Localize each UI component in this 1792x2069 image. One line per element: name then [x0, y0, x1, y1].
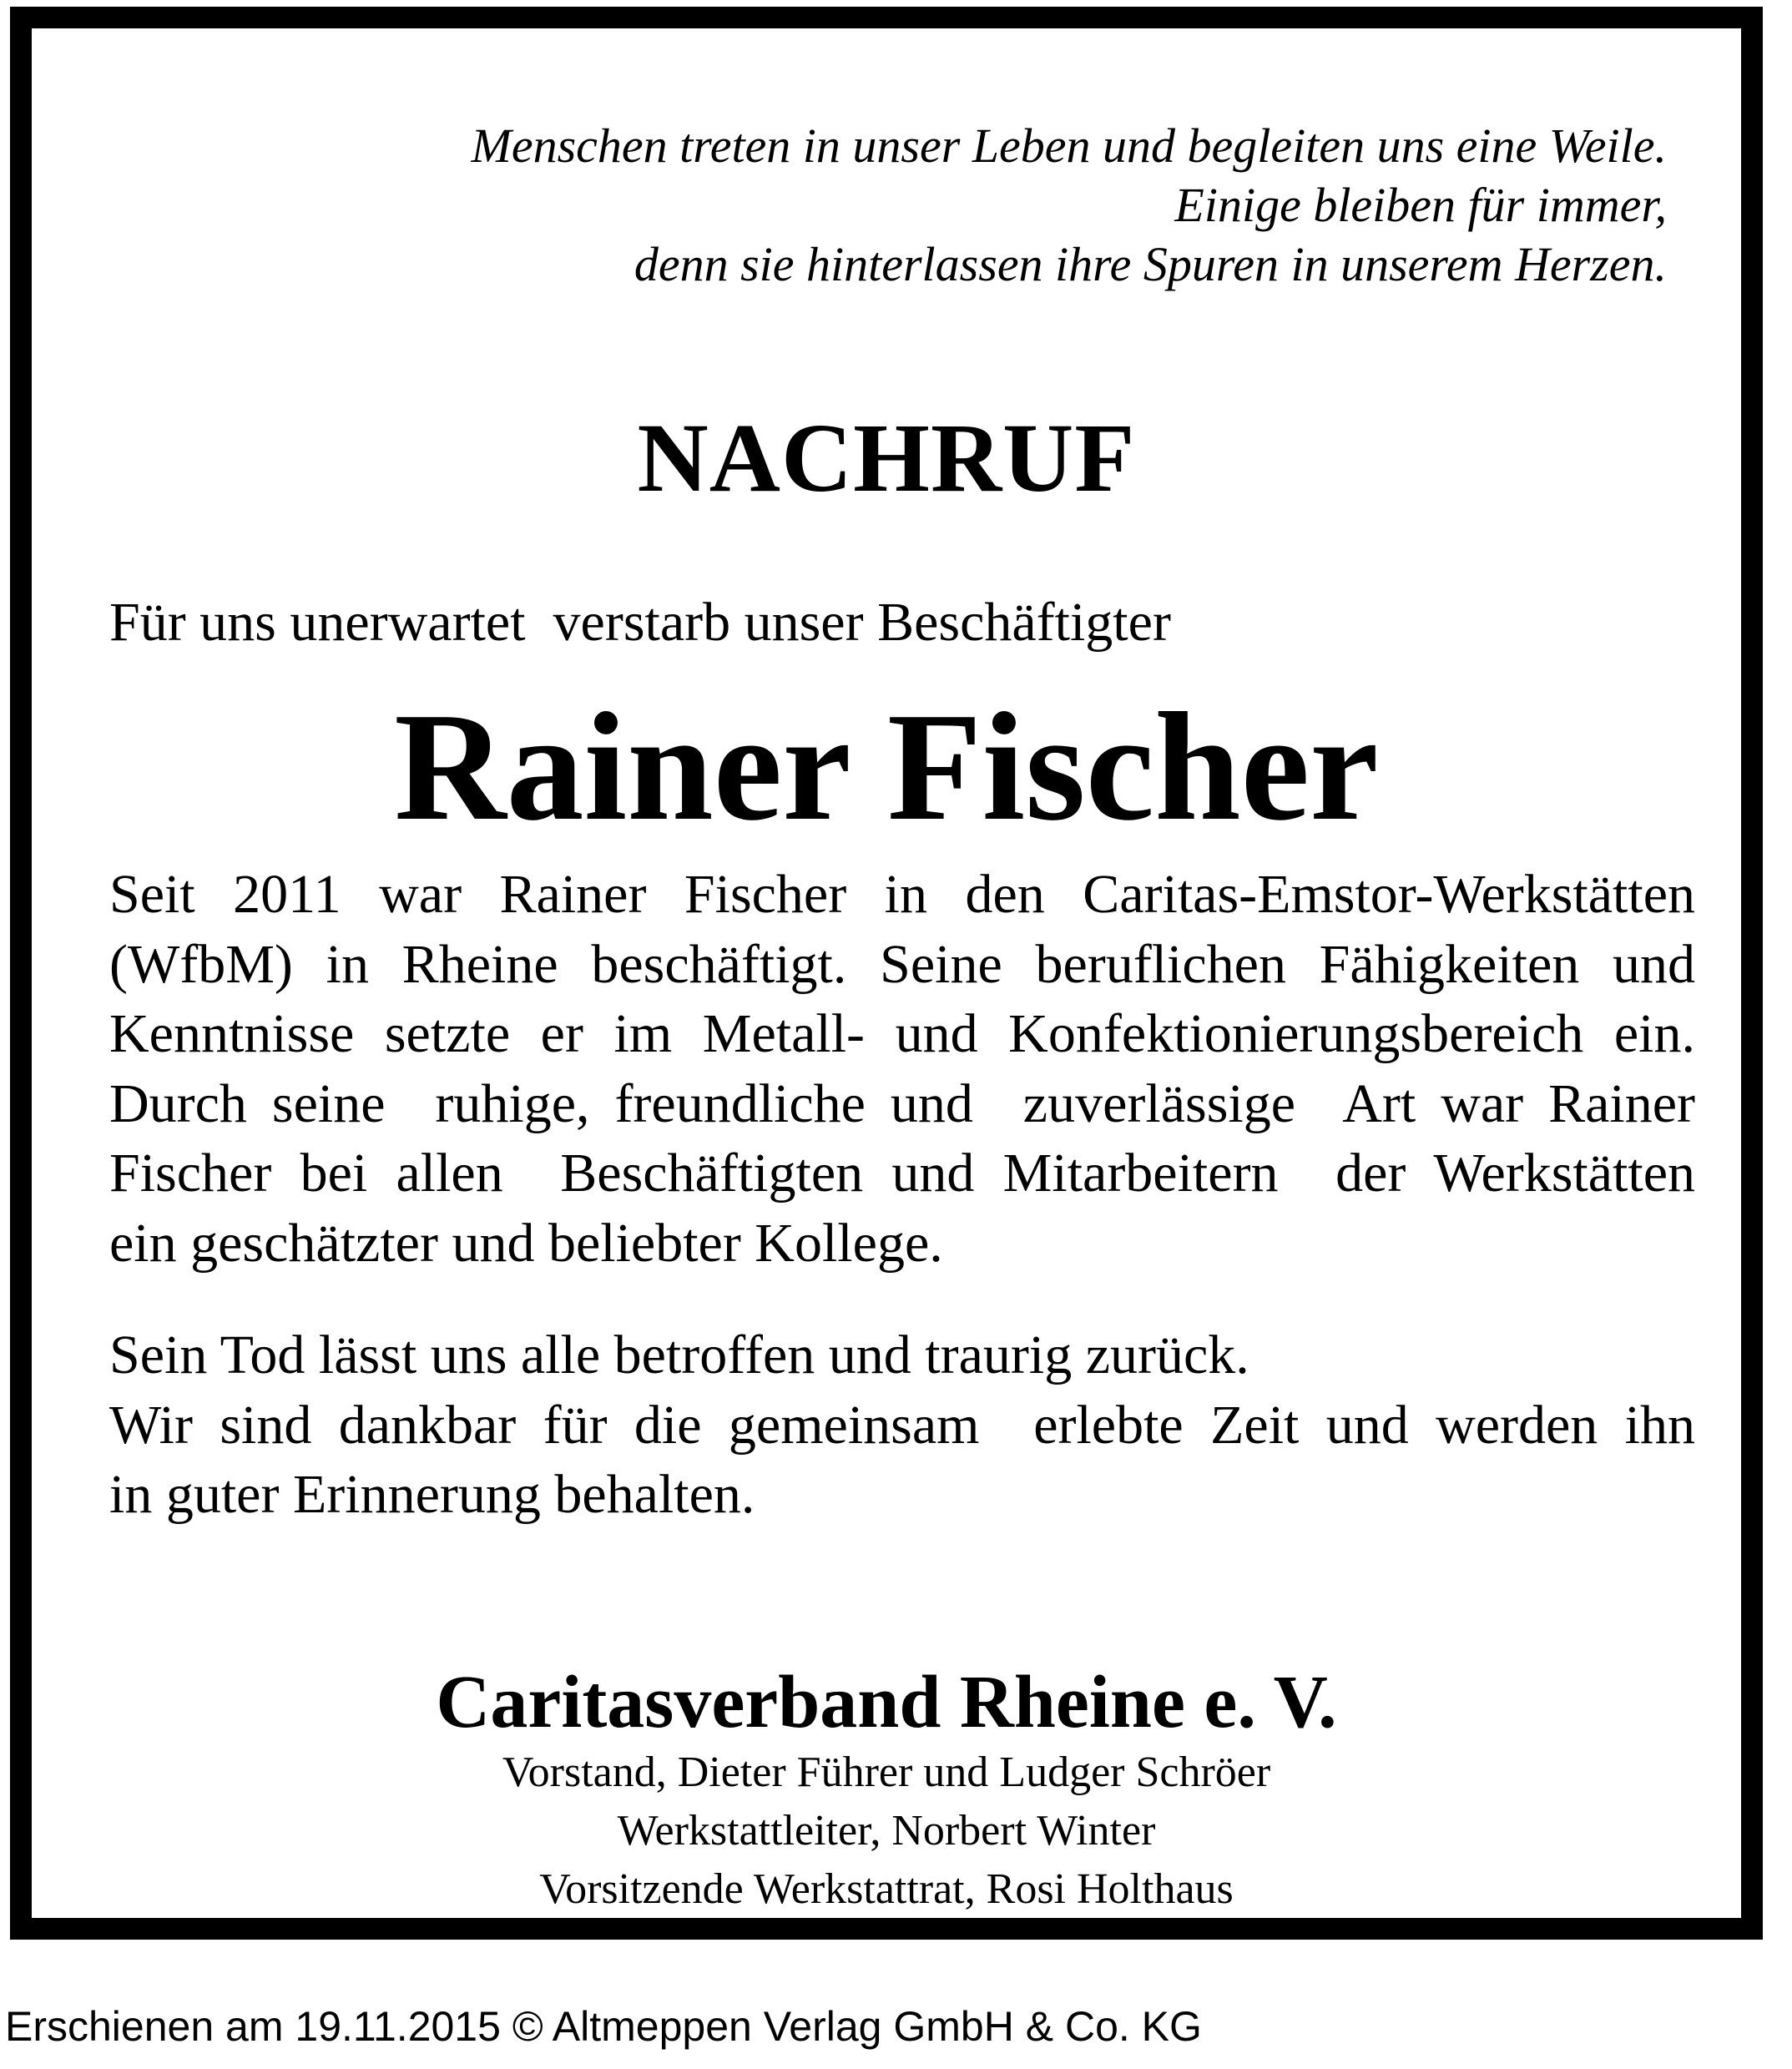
paragraph-line: Seit 2011 war Rainer Fischer in den Caritas-Emstor-Werkstätten: [109, 864, 1695, 925]
motto-line: denn sie hinterlassen ihre Spuren in unserem Herzen.: [634, 237, 1667, 291]
paragraph-line: Sein Tod lässt uns alle betroffen und traurig zurück.: [109, 1325, 1249, 1385]
organization-name: Caritasverband Rheine e. V.: [436, 1661, 1337, 1744]
obituary-title: NACHRUF: [637, 403, 1136, 512]
deceased-name: Rainer Fischer: [394, 681, 1379, 853]
paragraph-line: Kenntnisse setzte er im Metall- und Konfektionierungsbereich ein.: [109, 1003, 1695, 1064]
motto-line: Menschen treten in unser Leben und begleiten uns eine Weile.: [471, 119, 1667, 173]
signer-line: Vorsitzende Werkstattrat, Rosi Holthaus: [539, 1865, 1234, 1913]
paragraph-line: (WfbM) in Rheine beschäftigt. Seine beruflichen Fähigkeiten und: [109, 933, 1695, 995]
paragraph-line: in guter Erinnerung behalten.: [109, 1464, 755, 1525]
paragraph-line: Fischer bei allen Beschäftigten und Mitarbeitern der Werkstätten: [109, 1143, 1695, 1204]
closing-paragraph: [109, 1320, 1695, 1530]
paragraph-line: Durch seine ruhige, freundliche und zuverlässige Art war Rainer: [109, 1072, 1695, 1134]
signers-list: [32, 1744, 1741, 1919]
motto-line: Einige bleiben für immer,: [1174, 178, 1667, 232]
tribute-paragraph: [109, 860, 1695, 1278]
publication-footer: Erschienen am 19.11.2015 © Altmeppen Verlag GmbH & Co. KG: [5, 2003, 1202, 2050]
paragraph-line: Wir sind dankbar für die gemeinsam erlebte Zeit und werden ihn: [109, 1394, 1695, 1456]
motto-quote: [472, 116, 1667, 294]
intro-text: Für uns unerwartet verstarb unser Beschäftigter: [109, 592, 1171, 653]
signer-line: Vorstand, Dieter Führer und Ludger Schröer: [502, 1749, 1271, 1796]
paragraph-line: ein geschätzter und beliebter Kollege.: [109, 1212, 943, 1274]
obituary-frame: [10, 7, 1763, 1940]
signer-line: Werkstattleiter, Norbert Winter: [617, 1807, 1156, 1855]
